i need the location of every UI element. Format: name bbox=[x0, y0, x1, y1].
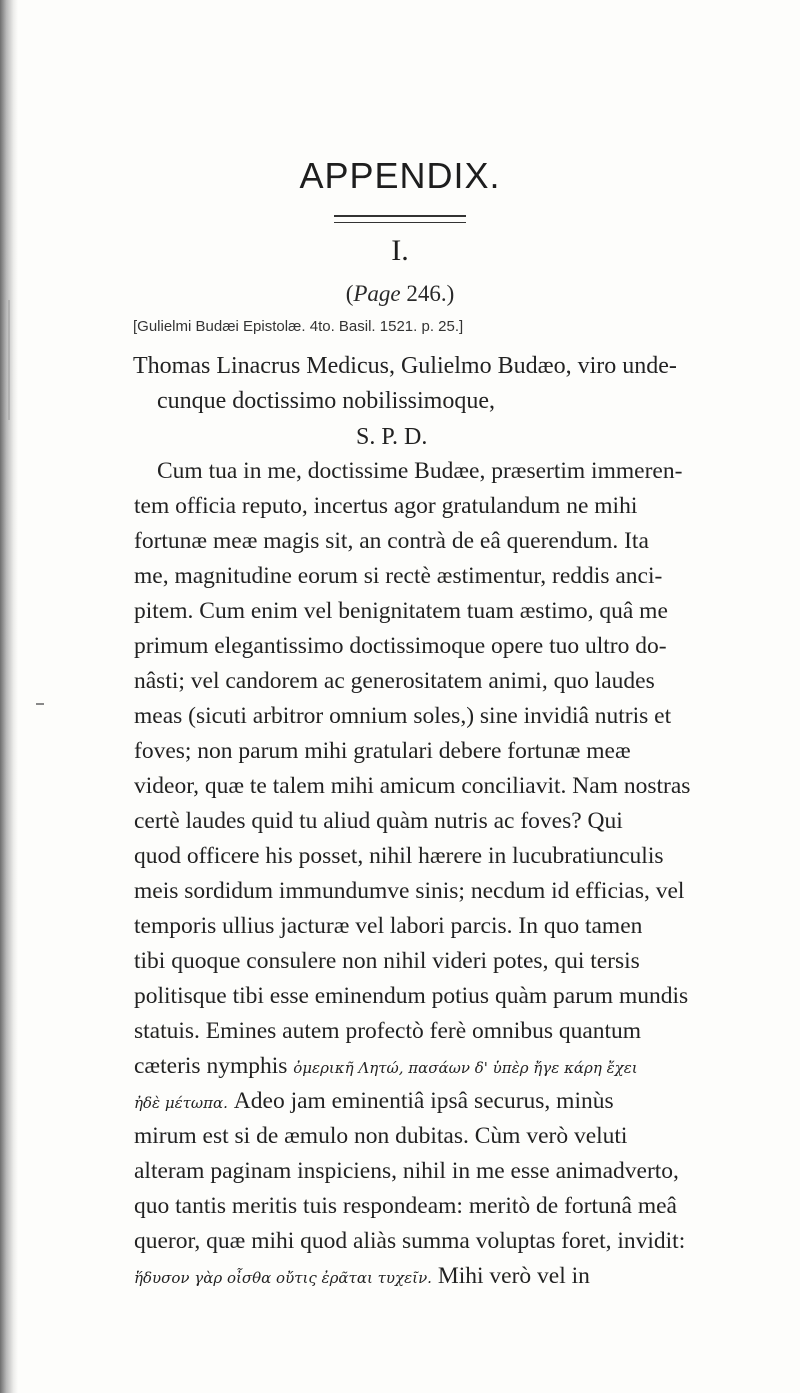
greek-quotation-1-end: ἠδὲ μέτωπα. bbox=[134, 1094, 228, 1112]
body-line-19 bbox=[134, 1090, 614, 1114]
greek-quotation-1: ὀμερικῆ Λητώ, πασάων δ' ὑπὲρ ἤγε κάρη ἔχει bbox=[293, 1059, 638, 1077]
section-numeral: I. bbox=[391, 234, 409, 267]
source-citation: [Gulielmi Budæi Epistolæ. 4to. Basil. 1521. p. 25.] bbox=[133, 318, 464, 335]
page-ref-number: 246. bbox=[406, 281, 447, 306]
salutation-line-1: Thomas Linacrus Medicus, Gulielmo Budæo, viro unde- bbox=[133, 353, 677, 379]
body-line-7: nâsti; vel candorem ac generositatem animi, quo laudes bbox=[134, 668, 655, 694]
body-line-19-latin: Adeo jam eminentiâ ipsâ securus, minùs bbox=[233, 1088, 614, 1114]
body-line-16: politisque tibi esse eminendum potius quàm parum mundis bbox=[134, 983, 689, 1009]
body-line-9: foves; non parum mihi gratulari debere fortunæ meæ bbox=[134, 738, 631, 764]
salutation-line-2: cunque doctissimo nobilissimoque, bbox=[157, 388, 495, 414]
page-ref-label: Page bbox=[353, 281, 401, 306]
body-line-10: videor, quæ te talem mihi amicum conciliavit. Nam nostras bbox=[134, 773, 691, 799]
body-line-6: primum elegantissimo doctissimoque opere tuo ultro do- bbox=[134, 633, 667, 659]
body-line-13: meis sordidum immundumve sinis; necdum id efficias, vel bbox=[134, 878, 685, 904]
body-line-22: quo tantis meritis tuis respondeam: meritò de fortunâ meâ bbox=[134, 1193, 677, 1219]
body-line-5: pitem. Cum enim vel benignitatem tuam æstimo, quâ me bbox=[134, 598, 668, 624]
body-line-18-latin: cæteris nymphis bbox=[134, 1053, 288, 1079]
body-line-8: meas (sicuti arbitror omnium soles,) sine invidiâ nutris et bbox=[134, 703, 672, 729]
salutation-line-3: S. P. D. bbox=[356, 424, 428, 450]
gutter-mark bbox=[8, 300, 10, 420]
body-line-4: me, magnitudine eorum si rectè æstimentur, reddis anci- bbox=[134, 563, 663, 589]
body-line-12: quod officere his posset, nihil hærere in lucubratiunculis bbox=[134, 843, 664, 869]
body-line-2: tem officia reputo, incertus agor gratulandum ne mihi bbox=[134, 493, 638, 519]
appendix-title: APPENDIX. bbox=[299, 155, 501, 196]
body-line-3: fortunæ meæ magis sit, an contrà de eâ querendum. Ita bbox=[134, 528, 649, 554]
page-reference: (Page 246.) bbox=[345, 281, 455, 306]
body-line-17: statuis. Emines autem profectò ferè omnibus quantum bbox=[134, 1018, 642, 1044]
body-line-18 bbox=[134, 1055, 638, 1079]
binding-gutter-shadow bbox=[0, 0, 18, 1393]
body-line-23: queror, quæ mihi quod aliàs summa voluptas foret, invidit: bbox=[134, 1228, 686, 1254]
margin-tick-mark bbox=[36, 703, 44, 705]
greek-quotation-2: ἥδυσον γὰρ οἶσθα οὔτις ἐρᾶται τυχεῖν. bbox=[134, 1269, 432, 1287]
double-rule-divider bbox=[334, 215, 466, 223]
body-line-11: certè laudes quid tu aliud quàm nutris ac foves? Qui bbox=[134, 808, 623, 834]
body-line-1: Cum tua in me, doctissime Budæe, præsertim immeren- bbox=[157, 458, 683, 484]
body-line-24-latin: Mihi verò vel in bbox=[437, 1263, 590, 1289]
body-line-24 bbox=[134, 1265, 590, 1289]
body-line-14: temporis ullius jacturæ vel labori parcis. In quo tamen bbox=[134, 913, 643, 939]
body-line-15: tibi quoque consulere non nihil videri potes, qui tersis bbox=[134, 948, 640, 974]
body-line-21: alteram paginam inspiciens, nihil in me esse animadverto, bbox=[134, 1158, 679, 1184]
body-line-20: mirum est si de æmulo non dubitas. Cùm verò veluti bbox=[134, 1123, 628, 1149]
